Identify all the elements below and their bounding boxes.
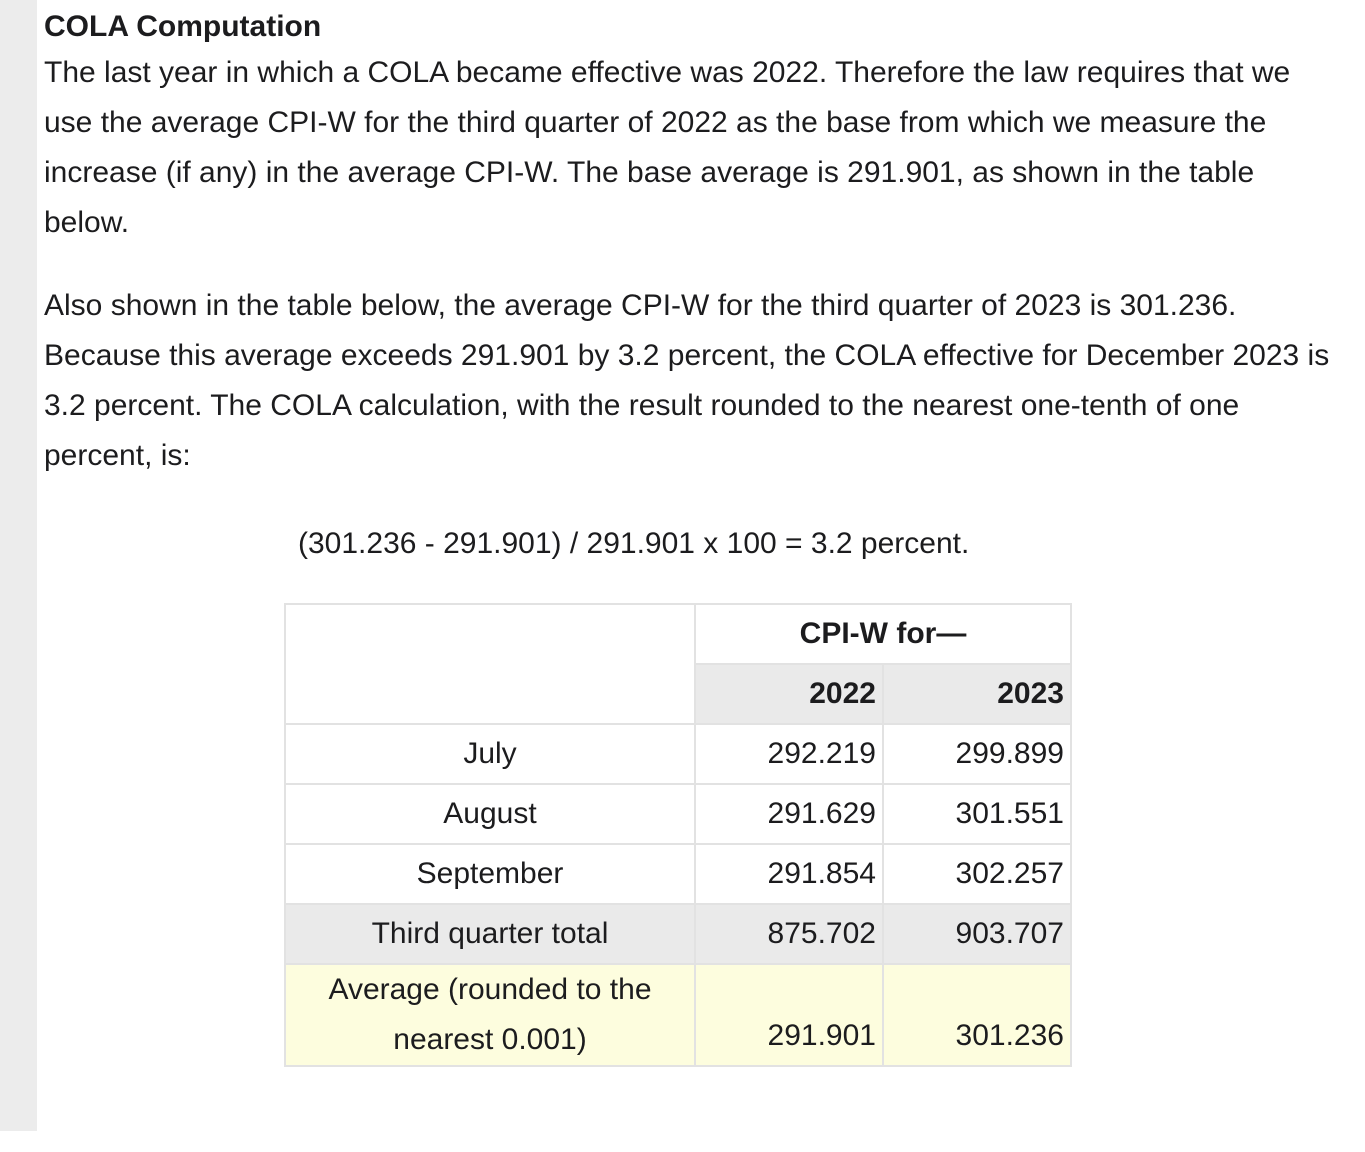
article-content [44,0,1344,560]
table-row-total [285,904,1071,964]
year-header-2022: 2022 [695,664,883,724]
row-label: August [285,784,695,844]
cpi-group-header: CPI-W for— [695,604,1071,664]
value-2022: 291.854 [695,844,883,904]
row-label: Average (rounded to the nearest 0.001) [285,964,695,1066]
value-2023: 299.899 [883,724,1071,784]
value-2022: 291.901 [695,964,883,1066]
left-margin-bar [0,0,37,1131]
cola-formula: (301.236 - 291.901) / 291.901 x 100 = 3.2 percent. [298,527,970,560]
paragraph-cola-result: Also shown in the table below, the average CPI-W for the third quarter of 2023 is 301.236. Because this average exceeds 291.901 by 3.2 percent, the COLA effective for December 2023 is 3.2 percent. The COLA calculation, with the result rounded to the nearest one-tenth of one percent, is: [44,289,1330,472]
value-2022: 291.629 [695,784,883,844]
value-2023: 903.707 [883,904,1071,964]
table-row [285,784,1071,844]
table-header-row [285,604,1071,664]
value-2023: 301.551 [883,784,1071,844]
row-label: Third quarter total [285,904,695,964]
empty-header-cell [285,604,695,724]
value-2023: 302.257 [883,844,1071,904]
year-header-2023: 2023 [883,664,1071,724]
table-row [285,844,1071,904]
row-label: July [285,724,695,784]
paragraph-base-year: The last year in which a COLA became effective was 2022. Therefore the law requires that we use the average CPI-W for the third quarter of 2022 as the base from which we measure the increase (if any) in the average CPI-W. The base average is 291.901, as shown in the table below. [44,56,1291,239]
table-row [285,724,1071,784]
value-2022: 292.219 [695,724,883,784]
value-2022: 875.702 [695,904,883,964]
cpi-w-table [284,603,1072,1067]
section-heading: COLA Computation [44,10,322,43]
table-row-average [285,964,1071,1066]
value-2023: 301.236 [883,964,1071,1066]
row-label: September [285,844,695,904]
